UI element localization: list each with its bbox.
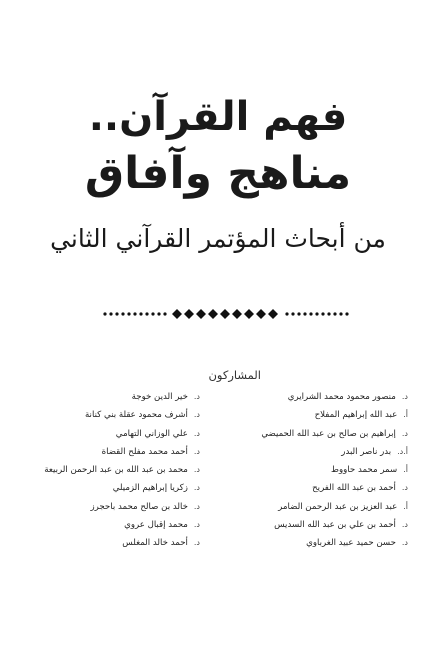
participant-title: د. bbox=[193, 483, 200, 493]
participant-name: علي الوزاني التهامي bbox=[115, 428, 188, 439]
participants-list-left bbox=[22, 388, 200, 553]
participant-item bbox=[22, 443, 200, 461]
participant-item bbox=[22, 498, 200, 516]
participant-title: د. bbox=[401, 520, 408, 530]
participant-name: محمد إقبال عروي bbox=[124, 520, 188, 531]
participant-item bbox=[22, 534, 200, 552]
participant-item bbox=[230, 479, 408, 497]
participant-title: د. bbox=[193, 465, 200, 475]
participant-title: د. bbox=[401, 392, 408, 401]
participant-title: أ. bbox=[403, 410, 408, 420]
participant-name: خالد بن صالح محمد باحجرز bbox=[90, 501, 188, 512]
participant-name: محمد بن عبد الله بن عبد الرحمن الربيعة bbox=[44, 465, 188, 476]
subtitle: من أبحاث المؤتمر القرآني الثاني bbox=[50, 224, 386, 253]
participant-item bbox=[22, 425, 200, 443]
participant-name: أحمد بن عبد الله الفريح bbox=[312, 483, 396, 494]
participant-title: د. bbox=[401, 428, 408, 438]
participant-name: أشرف محمود عقلة بني كنانة bbox=[84, 410, 188, 421]
participant-title: أ.د. bbox=[397, 446, 408, 456]
participants-list-right bbox=[230, 388, 408, 553]
participant-name: عبد العزيز بن عبد الرحمن الضامر bbox=[278, 501, 398, 512]
participant-item bbox=[230, 388, 408, 406]
participant-item bbox=[22, 479, 200, 497]
participant-name: عبد الله إبراهيم المفلاح bbox=[314, 410, 398, 421]
participant-item bbox=[230, 516, 408, 534]
participant-title: د. bbox=[193, 410, 200, 420]
participant-title: أ. bbox=[403, 465, 408, 475]
participant-title: د. bbox=[193, 520, 200, 530]
participant-item bbox=[22, 461, 200, 479]
participant-name: زكريا إبراهيم الزميلي bbox=[112, 483, 188, 494]
participant-title: د. bbox=[193, 428, 200, 438]
participant-item bbox=[230, 406, 408, 424]
participant-item bbox=[230, 461, 408, 479]
participant-name: خير الدين خوجة bbox=[131, 392, 188, 402]
title-line-2: مناهج وآفاق bbox=[84, 148, 352, 199]
decorative-divider bbox=[102, 307, 350, 321]
participant-title: أ. bbox=[403, 501, 408, 511]
participant-title: د. bbox=[401, 483, 408, 493]
participant-title: د. bbox=[193, 446, 200, 456]
participants-heading: المشاركون bbox=[208, 368, 261, 382]
participant-item bbox=[230, 534, 408, 552]
participant-name: بدر ناصر البدر bbox=[341, 446, 392, 457]
participant-title: د. bbox=[401, 538, 408, 548]
participant-title: د. bbox=[193, 501, 200, 511]
participant-name: أحمد محمد مفلح القضاة bbox=[101, 446, 188, 457]
participant-name: حسن حميد عبيد الغرباوي bbox=[306, 538, 396, 549]
title-line-1: فهم القرآن.. bbox=[88, 94, 348, 140]
participant-name: منصور محمود محمد الشرايري bbox=[287, 392, 396, 402]
participant-item bbox=[230, 443, 408, 461]
participant-title: د. bbox=[193, 538, 200, 548]
participant-name: إبراهيم بن صالح بن عبد الله الحميضي bbox=[261, 428, 396, 439]
participant-item bbox=[230, 498, 408, 516]
participant-item bbox=[22, 406, 200, 424]
participant-title: د. bbox=[193, 392, 200, 401]
participant-name: أحمد خالد المغلس bbox=[122, 538, 188, 549]
participant-item bbox=[22, 388, 200, 406]
participant-name: أحمد بن علي بن عبد الله السديس bbox=[274, 520, 396, 531]
participant-item bbox=[230, 425, 408, 443]
participant-name: سمر محمد حاووط bbox=[331, 465, 398, 476]
participant-item bbox=[22, 516, 200, 534]
